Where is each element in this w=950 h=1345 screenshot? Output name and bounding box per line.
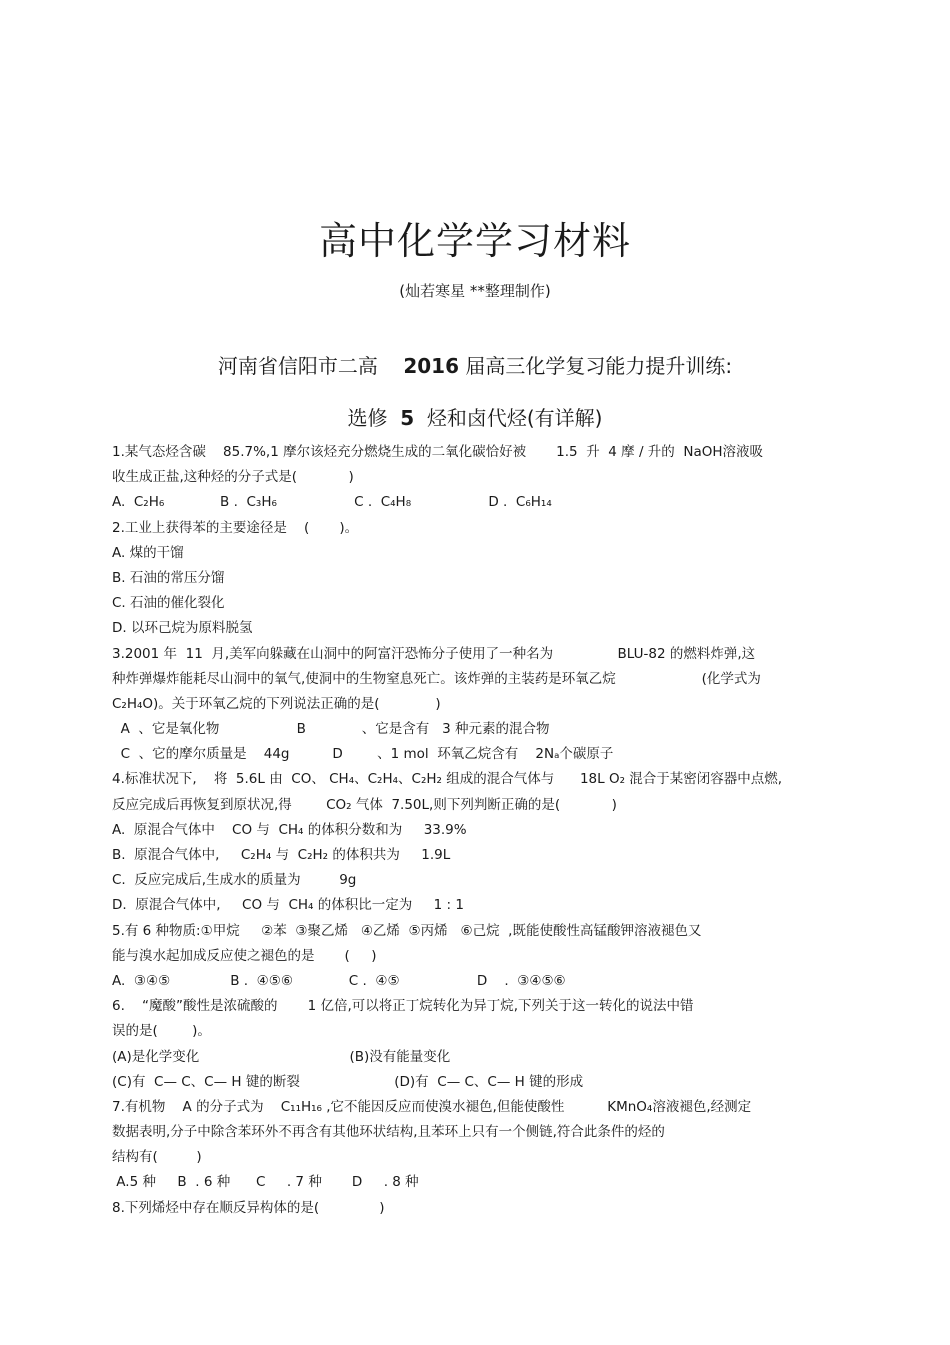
- text-line: 结构有( ): [112, 1149, 202, 1166]
- subheading-suffix: 烃和卤代烃(有详解): [414, 406, 603, 430]
- text-line: 4.标准状况下, 将 5.6L 由 CO、 CH₄、C₂H₄、C₂H₂ 组成的混合气体与 18L O₂ 混合于某密闭容器中点燃,: [112, 771, 783, 788]
- text-line: 6. “魔酸”酸性是浓硫酸的 1 亿倍,可以将正丁烷转化为异丁烷,下列关于这一转化的说法中错: [112, 998, 694, 1015]
- text-line: A. 原混合气体中 CO 与 CH₄ 的体积分数和为 33.9%: [112, 821, 467, 838]
- question-list: [112, 440, 837, 1221]
- exercise-subheading: [0, 402, 950, 431]
- text-line: A. ③④⑤ B . ④⑤⑥ C . ④⑤ D . ③④⑤⑥: [112, 972, 566, 989]
- text-line: 5.有 6 种物质:①甲烷 ②苯 ③聚乙烯 ④乙烯 ⑤丙烯 ⑥己烷 ,既能使酸性高锰酸钾溶液褪色又: [112, 922, 702, 939]
- document-title: 高中化学学习材料: [318, 219, 631, 263]
- text-line: 2.工业上获得苯的主要途径是 ( )。: [112, 519, 359, 536]
- text-line: 反应完成后再恢复到原状况,得 CO₂ 气体 7.50L,则下列判断正确的是( ): [112, 796, 617, 813]
- heading-year: 2016: [403, 354, 459, 378]
- text-line: (A)是化学变化 (B)没有能量变化: [112, 1048, 451, 1065]
- text-line: C. 石油的催化裂化: [112, 595, 225, 612]
- text-line: 误的是( )。: [112, 1023, 211, 1040]
- text-line: 1.某气态烃含碳 85.7%,1 摩尔该烃充分燃烧生成的二氧化碳恰好被 1.5 升 4 摩 / 升的 NaOH溶液吸: [112, 444, 764, 460]
- subheading-number: 5: [400, 406, 415, 430]
- document-subtitle: (灿若寒星 **整理制作): [399, 282, 551, 300]
- text-line: 3.2001 年 11 月,美军向躲藏在山洞中的阿富汗恐怖分子使用了一种名为 BLU-82 的燃料炸弹,这: [112, 645, 756, 662]
- text-line: A. C₂H₆ B . C₃H₆ C . C₄H₈ D . C₆H₁₄: [112, 494, 552, 511]
- text-line: B. 原混合气体中, C₂H₄ 与 C₂H₂ 的体积共为 1.9L: [112, 847, 451, 863]
- text-line: C 、它的摩尔质量是 44g D 、1 mol 环氧乙烷含有 2Nₐ个碳原子: [112, 746, 614, 763]
- text-line: (C)有 C— C、C— H 键的断裂 (D)有 C— C、C— H 键的形成: [112, 1073, 584, 1090]
- exercise-heading: [0, 350, 950, 379]
- text-line: 8.下列烯烃中存在顺反异构体的是( ): [112, 1199, 385, 1216]
- text-line: 种炸弹爆炸能耗尽山洞中的氧气,使洞中的生物窒息死亡。该炸弹的主装药是环氧乙烷 (化学式为: [112, 670, 761, 687]
- text-line: C₂H₄O)。关于环氧乙烷的下列说法正确的是( ): [112, 695, 441, 712]
- text-line: A.5 种 B . 6 种 C . 7 种 D . 8 种: [112, 1174, 419, 1191]
- text-line: D. 以环己烷为原料脱氢: [112, 620, 253, 637]
- heading-prefix: 河南省信阳市二高: [217, 354, 404, 378]
- text-line: B. 石油的常压分馏: [112, 569, 225, 586]
- heading-suffix: 届高三化学复习能力提升训练:: [459, 354, 733, 378]
- text-line: A. 煤的干馏: [112, 544, 184, 561]
- text-line: 数据表明,分子中除含苯环外不再含有其他环状结构,且苯环上只有一个侧链,符合此条件的烃的: [112, 1124, 665, 1141]
- text-line: C. 反应完成后,生成水的质量为 9g: [112, 872, 357, 889]
- text-line: D. 原混合气体中, CO 与 CH₄ 的体积比一定为 1 : 1: [112, 897, 464, 914]
- text-line: 7.有机物 A 的分子式为 C₁₁H₁₆ ,它不能因反应而使溴水褪色,但能使酸性 KMnO₄溶液褪色,经测定: [112, 1098, 752, 1115]
- text-line: 收生成正盐,这种烃的分子式是( ): [112, 469, 354, 486]
- text-line: A 、它是氧化物 B 、它是含有 3 种元素的混合物: [112, 721, 550, 738]
- text-line: 能与溴水起加成反应使之褪色的是 ( ): [112, 947, 377, 964]
- subheading-prefix: 选修: [347, 406, 401, 430]
